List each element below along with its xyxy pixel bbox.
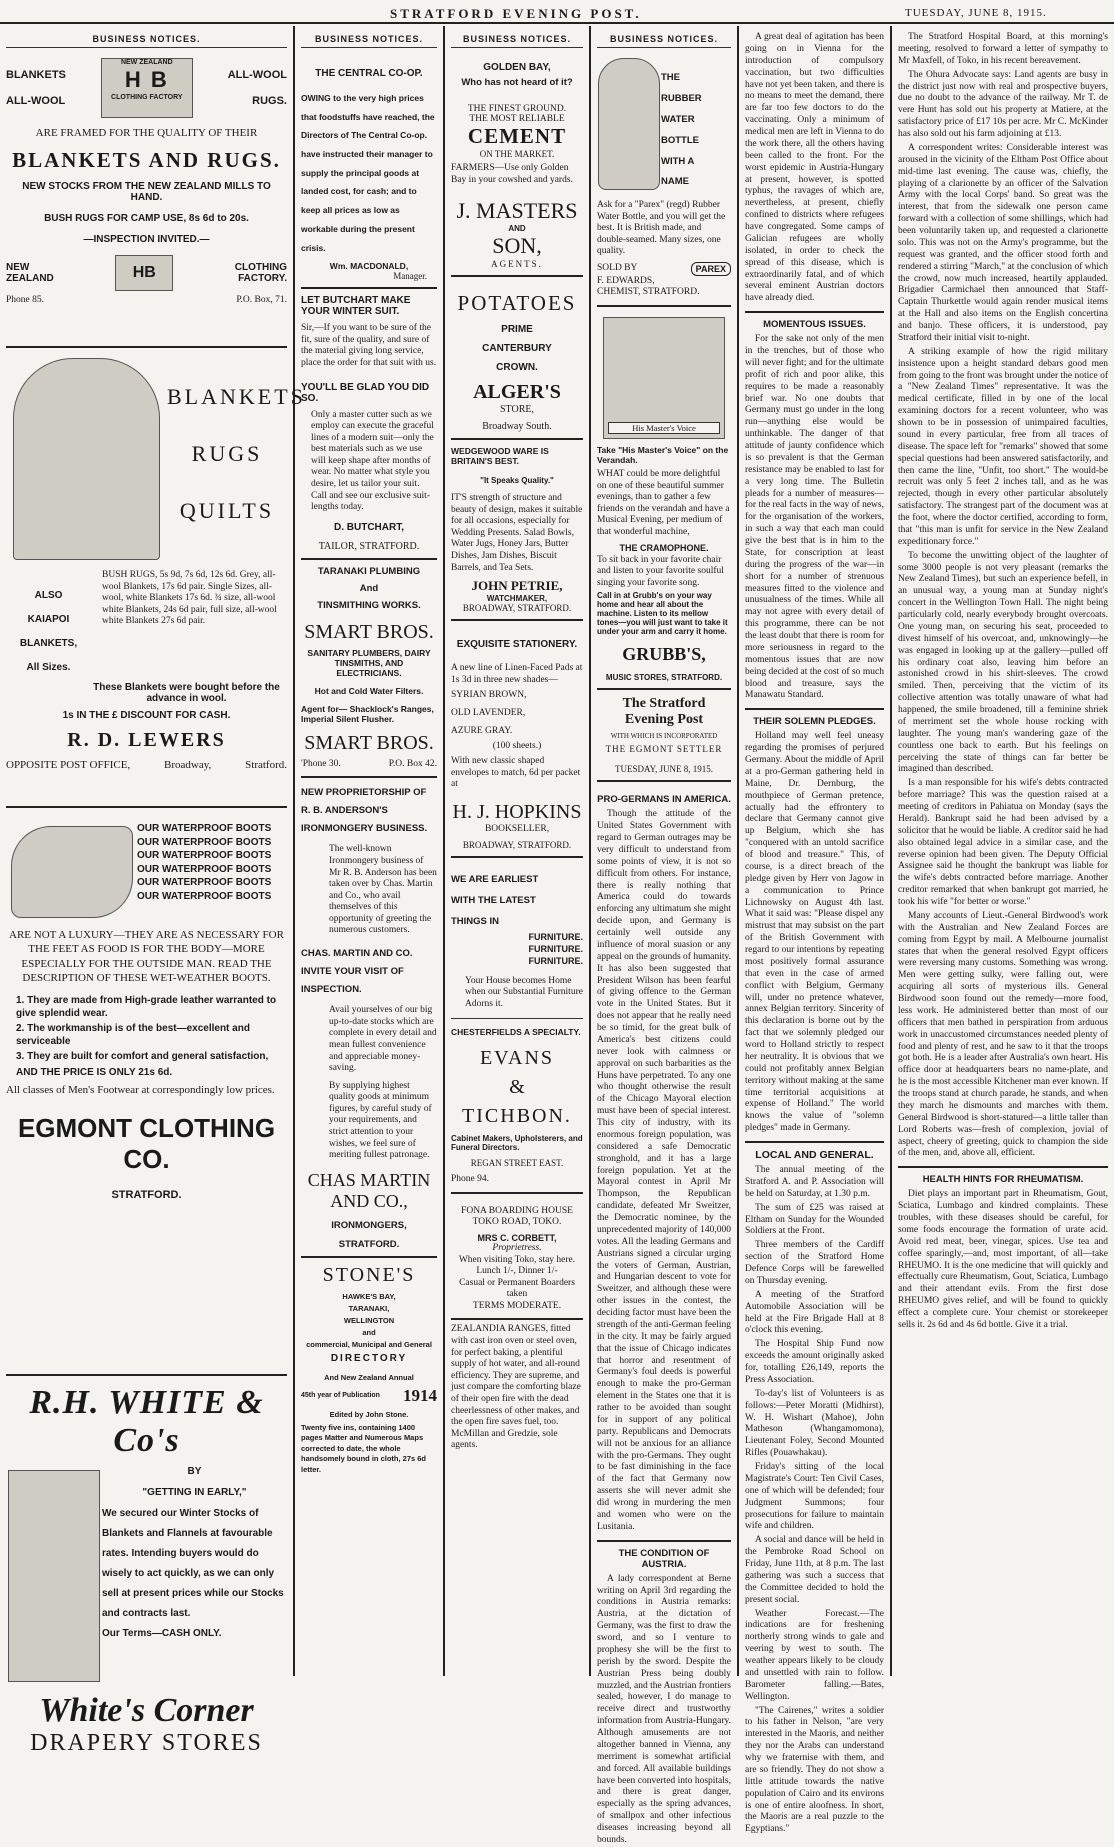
article-paragraph: A correspondent writes: Considerable interest was aroused in the vicinity of the Eltham Post Office about mid-time last evening. The cause was, chiefly, the playing of a clarionette by an officer of the Salvation Army with the local Corps' band. So great was the interest, that from the sidewalk one person came forward with a collection of some shillings, which had been voluntarily taken up, and requested a clarionette solo. This was not on the Army's programme, but the request was granted, and the officer stood forth and rendered a stirring "March," at the conclusion of which the crowd, now much increased, heartily applauded. Brigadier Carmichael then announced that Staff-Captain Thurkettle would again render musical items at the Hall and also items on the English concertina and banjo. These officers, it is understood, pay Stratford their initial visit to-night. xyxy=(898,142,1108,343)
ad-text: TAILOR, STRATFORD. xyxy=(318,540,420,552)
ad-headline: THE CRAMOPHONE. xyxy=(619,542,709,553)
ad-text: Cabinet Makers, Upholsterers, and Funeral Directors. xyxy=(451,1134,583,1153)
ad-text: FURNITURE. xyxy=(528,944,583,955)
article-pro-germans xyxy=(597,788,731,1533)
ad-text: ARE FRAMED FOR THE QUALITY OF THEIR xyxy=(35,127,258,139)
stones-directory-ad xyxy=(301,1258,437,1476)
ad-headline: WE ARE EARLIEST xyxy=(451,873,539,885)
editorial-date: TUESDAY, JUNE 8, 1915. xyxy=(614,764,713,775)
ad-text: CHESTERFIELDS A SPECIALTY. xyxy=(451,1018,583,1037)
ad-text: NEW xyxy=(6,262,30,274)
article-paragraph: The Hospital Ship Fund now exceeds the amount originally asked for, totalling £26,149, reports the Press Association. xyxy=(745,1339,884,1385)
ad-text: Only a master cutter such as we employ can execute the graceful lines of a modern suit—only the best materials such as we use will keep shape after months of wear. No matter what style you desire, let us tailor your suit. Call and see our exclusive suit-lengths today. xyxy=(311,409,434,513)
ad-text: ARE NOT A LUXURY—THEY ARE AS NECESSARY FOR THE FEET AS FOOD IS FOR THE BODY—MORE ESPECIALLY FOR THE OUTSIDE MAN. READ THE DESCRIPTION OF THESE WET-WEATHER BOOTS. xyxy=(9,929,284,984)
ad-text: HAWKE'S BAY, xyxy=(342,1291,396,1301)
ad-headline: THE xyxy=(661,72,680,83)
list-item: AND THE PRICE IS ONLY 21s 6d. xyxy=(16,1066,173,1078)
ad-text: BROADWAY, STRATFORD. xyxy=(462,603,572,614)
boots-illustration xyxy=(11,826,133,918)
ad-text: The well-known Ironmongery business of Mr R. B. Anderson has been taken over by Chas. Martin and Co., who avail themselves of this opportunity of greeting the numerous customers. xyxy=(329,844,437,936)
list-item: 3. They are built for comfort and general satisfaction, xyxy=(16,1051,269,1063)
ad-text: A new line of Linen-Faced Pads at 1s 3d in three new shades— xyxy=(451,663,583,685)
ad-text: FURNITURE. xyxy=(528,932,583,943)
issue-date: TUESDAY, JUNE 8, 1915. xyxy=(905,7,1047,19)
ad-text: All Sizes. xyxy=(26,662,71,673)
ad-headline: QUILTS xyxy=(179,498,275,524)
ad-text: 45th year of Publication xyxy=(301,1392,380,1400)
ad-text: ALSO xyxy=(34,590,63,601)
egmont-boots-ad xyxy=(6,816,287,1376)
ad-text: OWING to the very high prices that foodstuffs have reached, the Directors of The Central Co-op. have instructed their manager to supply the principal goods at landed cost, for cash; and to keep all prices as low as workable during the present crisis. xyxy=(301,93,435,253)
article-paragraph: The annual meeting of the Stratford A. and P. Association will be held on Saturday, at 1.30 p.m. xyxy=(745,1165,884,1199)
list-item: 2. The workmanship is of the best—excellent and serviceable xyxy=(16,1023,250,1047)
ad-text: When visiting Toko, stay here. Lunch 1/-, Dinner 1/- xyxy=(458,1254,576,1277)
section-header: BUSINESS NOTICES. xyxy=(597,26,731,48)
article-solemn-pledges xyxy=(745,708,884,1135)
ad-headline: CEMENT xyxy=(467,124,567,148)
advertiser-name: GRUBB'S, xyxy=(622,644,706,665)
ad-headline: LET BUTCHART MAKE YOUR WINTER SUIT. xyxy=(301,295,411,318)
ad-text: Edited by John Stone. xyxy=(329,1409,409,1419)
column-6 xyxy=(892,26,1114,1676)
ad-text: Sir,—If you want to be sure of the fit, sure of the quality, and sure of the material giving long service, place the order for that suit with us. xyxy=(301,323,437,368)
fona-boarding-ad xyxy=(451,1194,583,1321)
article-paragraph: The Ohura Advocate says: Land agents are busy in the district just now with real and prospective buyers, due no doubt to the advance of the railway. Mr T. de vere Hunt has sold out his property at Matiere, at the satisfactory price of £17 10s per acre. Mr C. McKinder has also sold out his farm adjoining at £13. xyxy=(898,69,1108,139)
ad-text: OUR WATERPROOF BOOTS xyxy=(137,890,272,902)
article-heading: HEALTH HINTS FOR RHEUMATISM. xyxy=(898,1166,1108,1189)
ad-headline: BOTTLE xyxy=(661,134,699,146)
newspaper-title: STRATFORD EVENING POST. xyxy=(390,6,642,21)
ad-headline: WATER xyxy=(661,113,695,125)
ad-text: Call in at Grubb's on your way home and hear all about the machine. Listen to its mellow tones—you will just want to take it under your arm and carry it home. xyxy=(597,591,728,637)
ad-headline: GOLDEN BAY, xyxy=(483,62,551,73)
ad-text: BLANKETS xyxy=(6,69,66,81)
ad-text: THE FINEST GROUND. xyxy=(467,104,567,114)
article-local-general xyxy=(745,1141,884,1836)
editorial-subtitle: WITH WHICH IS INCORPORATED xyxy=(610,732,718,741)
ad-text: With new classic shaped envelopes to match, 6d per packet at xyxy=(451,756,581,790)
ad-text: OUR WATERPROOF BOOTS xyxy=(137,863,272,875)
hmv-label: His Master's Voice xyxy=(608,422,720,434)
advertiser-name: EGMONT CLOTHING CO. xyxy=(17,1113,276,1175)
ad-text: TARANAKI, xyxy=(348,1303,390,1313)
ad-text: "It Speaks Quality." xyxy=(480,476,554,486)
column-1 xyxy=(0,26,306,1756)
ad-text: RUGS. xyxy=(252,95,287,107)
advertiser-name: F. EDWARDS, xyxy=(597,275,655,286)
article-paragraph: Three members of the Cardiff section of the Stratford Home Defence Corps will be farewelled on Thursday evening. xyxy=(745,1240,884,1286)
ad-headline: BLANKETS AND RUGS. xyxy=(12,148,281,173)
ad-text: STRATFORD. xyxy=(111,1189,182,1202)
ad-text: AND xyxy=(508,224,526,234)
ad-text: Our Terms—CASH ONLY. xyxy=(102,1628,222,1639)
ad-headline: EXQUISITE STATIONERY. xyxy=(456,639,578,651)
ad-headline: POTATOES xyxy=(457,291,577,316)
ad-text: "GETTING IN EARLY," xyxy=(142,1487,247,1498)
wedgwood-ad xyxy=(451,440,583,621)
ad-text: Twenty five ins, containing 1400 pages Matter and Numerous Maps corrected to date, the whole handsomely bound in cloth, 27s 6d letter. xyxy=(301,1422,427,1474)
ad-text: THE MOST RELIABLE xyxy=(469,114,565,124)
ad-text: Broadway, xyxy=(164,759,212,771)
ad-text: TERMS MODERATE. xyxy=(472,1300,562,1311)
ad-text: BUSH RUGS FOR CAMP USE, 8s 6d to 20s. xyxy=(44,213,249,225)
section-header: BUSINESS NOTICES. xyxy=(6,26,287,48)
article-paragraph: A striking example of how the rigid military insistence upon a height standard debars good men from going to the front was brought under the notice of a "New Zealand Times" representative. It was the medical certificate, filled in by one of the local examining doctors for a recent volunteer, who was shown to be in possession of unimpaired faculties, sound in every particular, free from all traces of disease. The space left for "remarks" showed that some special questions had been answered satisfactorily, and then came the line, "Unfit, too short." The would-be recruit was only 5 feet 2 inches tall, and as he was rejected, though in every other particular absolutely satisfactory. The strangest part of the document was at the foot, where the doctor certified, according to form, that "this man is unfit for service in the New Zealand expeditionary force." xyxy=(898,346,1109,547)
ad-text: WHAT could be more delightful on one of these beautiful summer evenings, than to gather a few friends on the verandah and have a Musical Evening, per medium of that wonderful machine, xyxy=(597,469,730,537)
column-3 xyxy=(445,26,589,1676)
ad-text: WELLINGTON xyxy=(343,1315,395,1325)
ad-text: Stratford. xyxy=(245,759,287,771)
ad-text: ALL-WOOL xyxy=(227,69,287,81)
ad-headline: Take "His Master's Voice" on the Verandah. xyxy=(597,445,729,466)
ad-text: MUSIC STORES, STRATFORD. xyxy=(605,673,723,683)
ad-text: CLOTHING xyxy=(234,262,287,274)
section-header: BUSINESS NOTICES. xyxy=(451,26,583,48)
ad-text: And New Zealand Annual xyxy=(324,1372,414,1382)
article-paragraph: To become the unwitting object of the laughter of some 3000 people is not very pleasant (remarks the New Zealand Times), but such an experience befell, in an unusual way, a young man at Sunday night's concert in the Wellington Town Hall. The night being particularly cold, nearly everybody brought overcoats. One young man, on securing his seat, proceeded to divest himself of his overcoat, and, unknowingly—he was engaged in looking up at the gallery—pulled off his ordinary coat also, leaving him before an astonished crowd in his shirt-sleeves. The crowd smiled. Then, perceiving that the victim of its collective attention was totally unaware of what had happened, the smile broadened, till a feminine shriek of merriment set the whole house rocking with laughter. The young man's wandering gaze of the countless one back to earth. But his feelings on perceiving the state of things can far better be imagined than described. xyxy=(898,550,1108,775)
ad-text: We secured our Winter Stocks of Blankets and Flannels at favourable rates. Intending buyers would do wisely to act quickly, as we can only sell at present prices while our Stocks and contracts last. xyxy=(102,1508,284,1619)
article-body: Though the attitude of the United States Government with regard to German outrages may be very difficult to understand from some points of view, it is not so difficult from others. For instance, there is really nothing that America could do towards enforcing any ultimatum she might decide upon, and Germany is certainly well outside any influence of moral suasion or any appeal on the grounds of humanity. It has also been suggested that President Wilson has been fearful of giving offence to the German vote in the United States. But it does not appear that he really need be so timid, for the great bulk of America's best citizens could never look with calmness or approval on such barbarities as the Huns have perpetrated. To any one who thought otherwise the result of the Chicago Mayoral election must have been of special interest. This city of industry, with its enormous foreign population, was considered a safe Democratic stronghold, and it has a large foreign population. Yet at the Mayoral contest in April Mr Thompson, the Republican candidate, defeated Mr Sweitzer, the Democratic nominee, by the unprecedented majority of 140,000 votes. All the leading Germans and Austrians signed a circular urging the voters of German, Austrian, and Hungarian descent to vote for Sweitzer, and although these were other issues in the contest, the deciding factor must have been the strength of the anti-German feeling in the city. It may be fairly argued that the issue of Chicago indicates that horror and resentment of Germany's foul deeds is powerful enough to make the pro-German element in the States one that it is rather to be avoided than sought for in support of any political party. Republicans and Democrats will not be anxious for an alliance with the pro-Germans. They ought to be fast diminishing in the face of the fact that Germany now asserts she will never admit she did wrong in murdering the men and women who were on the Lusitania. xyxy=(597,809,732,1532)
advertiser-name: MRS C. CORBETT, xyxy=(477,1233,557,1244)
ad-text: OUR WATERPROOF BOOTS xyxy=(137,836,272,848)
advertiser-name: TICHBON. xyxy=(462,1105,572,1128)
blanket-stack-illustration xyxy=(13,358,160,560)
article-body: A lady correspondent at Berne writing on April 3rd regarding the conditions in Austria remarks: Austria, at the dictation of Germany, was the first to draw the sword, and so I venture to prophesy she will be the first to perish by the sword. Despite the Austrian Press being doubly muzzled, and the Austrian frontiers sealed, however, I do manage to receive direct and trustworthy information from Austria-Hungary. Although amusements are not altogether banned in Vienna, any merriment is somewhat artificial and forced. All available buildings have been converted into hospitals, and there is great danger, especially as the spring advances, of smallpox and other infectious diseases increasing beyond all bounds. xyxy=(597,1573,731,1845)
parex-bottle-ad xyxy=(597,48,731,307)
ad-text: Manager. xyxy=(393,271,427,282)
ad-text: Avail yourselves of our big up-to-date stocks which are complete in every detail and mean fullest convenience and appreciable money-saving. xyxy=(329,1005,437,1074)
column-4 xyxy=(591,26,737,1845)
list-item: 1. They are made from High-grade leather warranted to give splendid wear. xyxy=(16,995,277,1019)
ad-text: Agent for— Shacklock's Ranges, Imperial Silent Flusher. xyxy=(301,703,434,724)
ad-text: OUR WATERPROOF BOOTS xyxy=(137,850,272,861)
article-body: For the sake not only of the men in the trenches, but of those who will never fight; and for the ultimate profit of rich and poor alike, this requires to be made a reasonably brief war. No one doubts that Germany must go under in the long run—anything else would be unthinkable. The danger of that attitude of jaunty confidence which is so prevalent is that the German resistance may be enabled to last for a very long time. The Bulletin pleads for a number of measures—for the real facts in the way of news, for the organisation of the workers, in such a way that each man could give the best that is in him to the State, for conscription at least during the progress of the war—in short for a number of strenuous measures fitted to the violence and unusualness of the times. While all may not agree with every detail of this programme, there can be not the least doubt that there is room for more seriousness in regard to the momentous issues that are now being decided at the cost of so much blood and treasure, says the Manawatu Standard. xyxy=(745,334,884,701)
ad-text: BY xyxy=(187,1466,202,1477)
ad-text: —INSPECTION INVITED.— xyxy=(83,234,210,246)
ad-text: OUR WATERPROOF BOOTS xyxy=(137,877,272,888)
ad-text: CHEMIST, STRATFORD. xyxy=(597,287,700,298)
column-5 xyxy=(739,26,890,1835)
article-heading: THEIR SOLEMN PLEDGES. xyxy=(745,708,884,731)
advertiser-name: White's Corner xyxy=(39,1692,254,1729)
ad-headline: CHAS. MARTIN AND CO. INVITE YOUR VISIT OF INSPECTION. xyxy=(301,948,413,996)
potatoes-ad xyxy=(451,277,583,440)
gramophone-dog-illustration xyxy=(603,317,725,439)
advertiser-name: D. BUTCHART, xyxy=(334,521,404,533)
ad-headline: WEDGEWOOD WARE IS BRITAIN'S BEST. xyxy=(451,446,549,467)
article-body: Holland may well feel uneasy regarding the promises of perjured Germany. About the middle of April at a pro-German gathering held in Maine, Dr. Dernburg, the mouthpiece of German pretence, actually had the effrontery to declare that Germany cannot give up Belgium, which she has "conquered with an untold sacrifice of blood and treasure." This, of course, is a direct breach of the pledge given by Herr von Jagow in a communication to Prince Lichnowsky on August 4th last. What it said was: "Please dispel any mistrust that may subsist on the part of the British Government with regard to our intentions by repeating most positively formal assurance that even in the case of armed conflict with Belgium, Germany will, under no pretence whatever, annex Belgian territory. Sincerity of this declaration is borne out by the fact that we solemnly pledged our word to Holland strictly to respect her neutrality. It is obvious that we could not profitably annex Belgian territory without making at the same time territorial acquisitions at expense of Holland." The world knows the value of "solemn pledges" made in Germany. xyxy=(745,731,884,1134)
article-paragraph: Is a man responsible for his wife's debts contracted before marriage? This was the question raised at a meeting of creditors in Pahiatua on Monday (says the Herald). Bankrupt said he had been advised by a solicitor that he would be liable. A creditor said he had also obtained legal advice in a similar case, and the reverse opinion had been given. The Deputy Official Assignee said he thought the bankrupt was liable for the wife's debts contracted before marriage. Another creditor remarked that when bankrupt got married, he took his wife "for better or worse." xyxy=(898,778,1108,907)
ad-text: commercial, Municipal and General xyxy=(306,1339,432,1349)
chas-martin-ad xyxy=(301,778,437,1257)
po-box: P.O. Box, 71. xyxy=(236,295,287,306)
ad-headline: NEW PROPRIETORSHIP OF R. B. ANDERSON'S IRONMONGERY BUSINESS. xyxy=(301,787,428,835)
ad-headline: FONA BOARDING HOUSE TOKO ROAD, TOKO. xyxy=(461,1205,573,1228)
article-paragraph: To-day's list of Volunteers is as follows:—Peter Moratti (Midhirst), W. H. Wishart (Mahoe), John Matheson (Whangamomona), Lieutenant Foley, Second Mounted Rifles (Pouawhakau). xyxy=(745,1388,884,1459)
advertiser-name: R. D. LEWERS xyxy=(67,729,226,751)
ad-year: 1914 xyxy=(403,1385,437,1405)
ad-text: (100 sheets.) xyxy=(492,740,542,751)
rheumo-ad xyxy=(898,1166,1108,1332)
phone-number: 'Phone 30. xyxy=(301,758,341,769)
ad-headline: BLANKETS xyxy=(167,384,306,409)
ad-text: To sit back in your favorite chair and listen to your favorite soulful singing your favorite song. xyxy=(597,554,724,588)
list-item: AZURE GRAY. xyxy=(451,726,513,737)
water-bottle-illustration xyxy=(598,58,660,190)
hb-logo-small: HB xyxy=(115,255,173,291)
po-box: P.O. Box 42. xyxy=(388,758,437,769)
ad-text: BROADWAY, STRATFORD. xyxy=(462,839,572,850)
ad-text: YOU'LL BE GLAD YOU DID SO. xyxy=(301,381,430,404)
ad-text: KAIAPOI xyxy=(27,614,70,625)
ad-text: BOOKSELLER, xyxy=(484,823,550,834)
ad-headline: RUGS xyxy=(191,441,263,467)
evans-tichbon-ad xyxy=(451,858,583,1194)
ad-text: Casual or Permanent Boarders taken xyxy=(459,1277,575,1300)
ad-headline: TINSMITHING WORKS. xyxy=(317,599,421,611)
ad-text: FARMERS—Use only Golden Bay in your cowshed and yards. xyxy=(451,163,573,185)
ad-text: ON THE MARKET. xyxy=(479,149,555,159)
white-co-ad xyxy=(6,1376,287,1757)
ad-text: REGAN STREET EAST. xyxy=(470,1158,564,1169)
ad-text: PRIME xyxy=(501,324,533,336)
masthead-rule xyxy=(0,22,1114,24)
blanket-stack-illustration xyxy=(8,1470,100,1682)
masthead xyxy=(0,0,1114,22)
ad-text: FURNITURE. xyxy=(528,955,583,966)
zealandia-ranges-ad: ZEALANDIA RANGES, fitted with cast iron oven or steel oven, for perfect baking, a plentiful supply of hot water, and all-round efficiency. They are supreme, and just compare the comforting blaze of their open fire with the dead cheerlessness of other makes, and the open fire saves fuel, too. McMillan and Gredzie, sole agents. xyxy=(451,1324,581,1451)
ad-text: IT'S strength of structure and beauty of design, makes it suitable for all occasions, especially for Wedding Presents. Salad Bowls, Water Jugs, Honey Jars, Butter Dishes, Jam Dishes, Biscuit Barrels, and Tea Sets. xyxy=(451,493,583,573)
article-paragraph: The Stratford Hospital Board, at this morning's meeting, resolved to forward a letter of sympathy to Mr Maxfell, of Toko, in his recent bereavement. xyxy=(898,32,1108,66)
ad-headline: WITH THE LATEST xyxy=(451,894,536,906)
logo-text: CLOTHING FACTORY xyxy=(111,93,183,101)
ad-headline: RUBBER xyxy=(661,92,702,104)
ad-text: ZEALAND xyxy=(6,273,54,285)
ad-text: Hot and Cold Water Filters. xyxy=(314,685,424,696)
article-heading: THE CONDITION OF AUSTRIA. xyxy=(597,1540,731,1574)
article-paragraph: A meeting of the Stratford Automobile Association will be held at the Fire Brigade Hall at 8 o'clock this evening. xyxy=(745,1289,884,1336)
article-paragraph: A social and dance will be held in the Pembroke Road School on Friday, June 11th, at 8 p.m. The last gathering was such a success that the Committee decided to hold the present social. xyxy=(745,1535,884,1605)
hopkins-stationery-ad xyxy=(451,621,583,858)
ad-text: & xyxy=(509,1076,525,1099)
nz-clothing-factory-logo xyxy=(101,58,193,118)
article-austria xyxy=(597,1540,731,1847)
advertiser-name: STONE'S xyxy=(322,1263,416,1286)
central-coop-ad xyxy=(301,48,437,289)
advertiser-name: SMART BROS. xyxy=(304,731,434,754)
ad-text: and xyxy=(362,1327,376,1337)
price-list: BUSH RUGS, 5s 9d, 7s 6d, 12s 6d. Grey, all-wool Blankets, 17s 6d pair. Single Sizes, all-wool, white Blankets 17s 6d. ¾ size, all-wool white Blankets, 24s 6d pair, full size, all-wool white Blankets 27s 6d pair. xyxy=(102,570,277,627)
list-item: OLD LAVENDER, xyxy=(451,708,526,719)
butchart-ad xyxy=(301,289,437,560)
column-2 xyxy=(295,26,443,1676)
ad-text: AGENTS. xyxy=(491,259,543,270)
article-heading: PRO-GERMANS IN AMERICA. xyxy=(597,794,731,806)
ad-text: BLANKETS, xyxy=(19,638,78,649)
article-momentous-issues xyxy=(745,311,884,702)
ad-text: IRONMONGERS, xyxy=(331,1219,407,1231)
ad-headline: WITH A xyxy=(661,155,695,167)
article-paragraph: Many accounts of Lieut.-General Birdwood's work with the Australian and New Zealand Forces are coming from Egypt by mail. A Melbourne journalist states that when the general resolved Egypt officers were reversing many customs. Something was wrong. Men were getting sulky, were falling out, were acquiring all sorts of mysterious ills. General Birdwood soon found out the remedy—more food, less work. He administered better than most of our officers that men bathed in perspiration from arduous work in unaccustomed circumstances needed plenty of food and plenty of rest, and he saw to it that the troops got both. He is a leader after Australia's own heart. His office door at headquarters bears no name-plate, and he is the most accessible Kitchener man ever known. If the troops stand at church parade, he stands, and when they march he dismounts and marches with them. General Birdwood is short-statured—a little taller than Lord Roberts was—fresh of complexion, jovial of aspect, cheery of greeting, quick to champion the side of the men, and, above all, efficient. xyxy=(898,910,1108,1159)
article-heading: LOCAL AND GENERAL. xyxy=(745,1141,884,1165)
article-paragraph: Friday's sitting of the local Magistrate's Court: Ten Civil Cases, one of which will be defended; four Judgment Summons; four prosecutions for failure to maintain wife and children. xyxy=(745,1462,884,1532)
ad-text: STORE, xyxy=(500,404,534,416)
ad-text: SOLD BY xyxy=(597,263,638,274)
phone-number: Phone 94. xyxy=(451,1174,489,1185)
ad-text: Broadway South. xyxy=(482,421,552,433)
ad-text: These Blankets were bought before the advance in wool. xyxy=(93,682,280,704)
ad-text: CROWN. xyxy=(496,362,538,374)
advertiser-name: J. MASTERS xyxy=(456,198,578,224)
ad-text: Your House becomes Home when our Substantial Furniture Adorns it. xyxy=(465,975,583,1009)
article-body: A great deal of agitation has been going on in Vienna for the introduction of compulsory vaccination, but two difficulties have not yet been taken, and there is no means to meet the demand, there are far too few doctors to do the vaccinating. Only a minimum of medical men are left in Vienna to do the work there, all the others having been called to the front. For the worst epidemic in Austria-Hungary at present, however, is spotted typhus, the ravages of which are, nevertheless, at present, chiefly confined to districts where refugees have congregated. Some camps of Galician refugees are wholly isolated, in order to check the spread of this disease, which is extraordinarily fatal, and of which several eminent Austrian doctors have already died. xyxy=(745,32,884,304)
ad-text: STRATFORD. xyxy=(338,1238,400,1250)
advertiser-name: SMART BROS. xyxy=(304,620,434,643)
article-heading: MOMENTOUS ISSUES. xyxy=(745,311,884,334)
advertiser-name: R.H. WHITE & Co's xyxy=(29,1384,264,1459)
article-paragraph: Weather Forecast.—The indications are for freshening northerly strong winds to gale and veering by west to south. The weather appears likely to be cloudy and unsettled with rain to follow. Barometer falling.—Bates, Wellington. xyxy=(745,1608,884,1702)
ad-text: CANTERBURY xyxy=(482,343,552,355)
ad-text: ALL-WOOL xyxy=(6,95,66,107)
ad-text: FACTORY. xyxy=(238,273,287,285)
advertiser-name: ALGER'S xyxy=(473,381,561,404)
ad-headline: THE CENTRAL CO-OP. xyxy=(315,68,423,79)
editorial-subtitle: THE EGMONT SETTLER xyxy=(605,744,723,755)
ad-headline: TARANAKI PLUMBING xyxy=(317,565,421,577)
ad-text: DRAPERY STORES xyxy=(30,1730,263,1756)
grubbs-hmv-ad xyxy=(597,307,731,690)
ad-text: 1s IN THE £ DISCOUNT FOR CASH. xyxy=(62,710,231,721)
editorial-title: The Stratford Evening Post xyxy=(622,696,706,728)
ad-text: Proprietress. xyxy=(492,1243,542,1254)
ad-text: NEW STOCKS FROM THE NEW ZEALAND MILLS TO HAND. xyxy=(22,181,271,204)
ad-headline: NAME xyxy=(661,176,689,188)
advertiser-name: JOHN PETRIE, xyxy=(471,578,563,594)
advertiser-name: EVANS xyxy=(479,1047,555,1070)
ad-text: WATCHMAKER, xyxy=(486,594,548,604)
article-paragraph: "The Cairenes," writes a soldier to his father in Nelson, "are very interested in the Maoris, and neither they nor the Arabs can understand why we fraternise with them, and are so friendly. They do not show a little attitude towards the native population of Cairo and its environs is one of entire aloofness. In short, the Maoris are a real puzzle to the Egyptians." xyxy=(745,1705,884,1835)
ad-text: And xyxy=(359,582,379,594)
ad-text: By supplying highest quality goods at minimum figures, by careful study of your requirements, and strict attention to your wishes, we feel sure of meriting fullest patronage. xyxy=(329,1080,432,1161)
golden-bay-cement-ad xyxy=(451,48,583,277)
article-body: Diet plays an important part in Rheumatism, Gout, Sciatica, Lumbago and kindred complaints. These troubles, with these diseases should be careful, for some foods encourage the formation of urate acid. Avoid red meat, beer, vinegar, spices. Use tea and coffee sparingly,—and, most important, of all—take RHEUMO. It is the one medicine that will quickly and effectually cure Rheumatism, Gout, Sciatica, Lumbago and their attendant evils. From the first dose RHEUMO gives relief, and will be found to quickly effect a complete cure. Your chemist or storekeeper sells it. 2s 6d and 4s 6d bottle. Give it a trial. xyxy=(898,1189,1108,1330)
ad-text: Wm. MACDONALD, xyxy=(329,261,409,272)
ad-text: OUR WATERPROOF BOOTS xyxy=(137,823,272,834)
section-header: BUSINESS NOTICES. xyxy=(301,26,437,48)
phone-number: Phone 85. xyxy=(6,295,44,306)
ad-headline: THINGS IN xyxy=(451,915,500,927)
hb-monogram: H B xyxy=(124,67,169,93)
ad-text: All classes of Men's Footwear at correspondingly low prices. xyxy=(6,1084,275,1097)
advertiser-name: SON, xyxy=(492,233,542,259)
advertiser-name: H. J. HOPKINS xyxy=(452,800,582,823)
logo-text: NEW ZEALAND xyxy=(120,59,173,66)
ad-text: DIRECTORY xyxy=(330,1352,408,1364)
nz-clothing-ad xyxy=(6,48,287,348)
ad-text: Ask for a "Parex" (regd) Rubber Water Bottle, and you will get the best. It is British made, and double-seamed. Many sizes, one quality. xyxy=(597,200,726,257)
editorial-masthead xyxy=(597,690,731,782)
lewers-blankets-ad xyxy=(6,348,306,808)
article-paragraph: The sum of £25 was raised at Eltham on Sunday for the Wounded Soldiers at the Front. xyxy=(745,1202,884,1237)
ad-text: OPPOSITE POST OFFICE, xyxy=(6,759,131,771)
advertiser-name: CHAS MARTIN AND CO., xyxy=(307,1169,431,1211)
parex-logo: PAREX xyxy=(691,262,731,276)
ad-text: SANITARY PLUMBERS, DAIRY TINSMITHS, AND ELECTRICIANS. xyxy=(307,647,431,678)
smart-bros-ad xyxy=(301,560,437,779)
list-item: SYRIAN BROWN, xyxy=(451,690,527,701)
ad-text: Who has not heard of it? xyxy=(461,77,573,88)
